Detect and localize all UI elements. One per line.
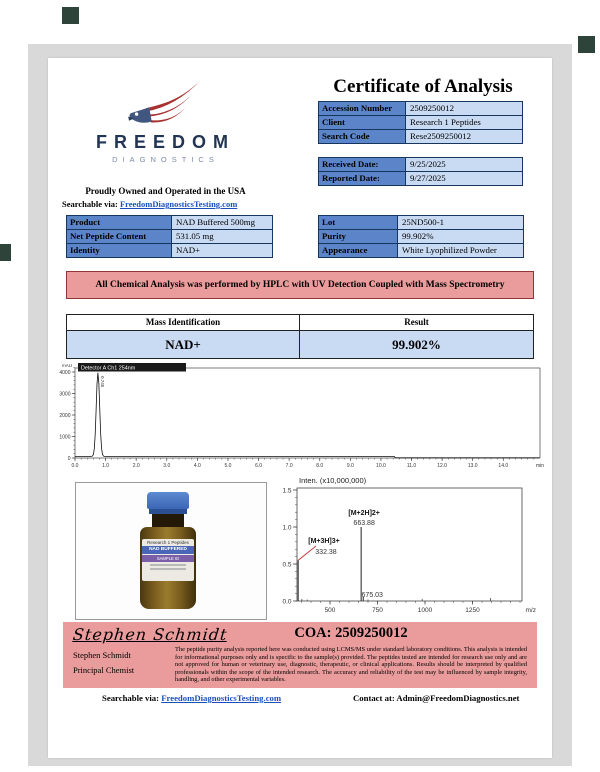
row-value: NAD Buffered 500mg <box>172 215 273 230</box>
mass-table-row <box>67 331 533 358</box>
row-label: Accession Number <box>318 101 406 116</box>
vial-cap <box>147 492 189 509</box>
row-label: Product <box>66 215 172 230</box>
mass-id-cell: NAD+ <box>67 331 300 358</box>
brand-tagline: Proudly Owned and Operated in the USA <box>85 186 246 196</box>
table-row <box>66 243 273 258</box>
footer-testing-link[interactable]: FreedomDiagnosticsTesting.com <box>161 693 282 703</box>
svg-text:1250: 1250 <box>465 607 480 614</box>
corner-mark <box>0 244 11 261</box>
svg-text:min: min <box>535 463 544 469</box>
table-row <box>318 115 523 130</box>
svg-text:7.0: 7.0 <box>285 463 293 469</box>
footer-search-prefix: Searchable via: <box>102 693 160 703</box>
svg-text:3000: 3000 <box>59 391 71 398</box>
column-header: Mass Identification <box>67 315 300 331</box>
table-row <box>66 229 273 244</box>
svg-text:1000: 1000 <box>417 607 433 614</box>
vial-label-brand: Research 1 Peptides <box>147 540 189 545</box>
dates-table <box>318 157 523 186</box>
svg-text:3.0: 3.0 <box>163 463 171 469</box>
table-row <box>318 229 524 244</box>
vial-neck <box>152 514 184 527</box>
product-table <box>66 215 273 258</box>
row-value: 531.05 mg <box>172 229 273 244</box>
svg-text:332.38: 332.38 <box>315 549 337 556</box>
svg-text:Inten. (x10,000,000): Inten. (x10,000,000) <box>299 476 367 485</box>
vial-label-product: NAD BUFFERED <box>142 546 194 554</box>
svg-text:1.5: 1.5 <box>282 487 292 495</box>
row-label: Reported Date: <box>318 171 406 186</box>
row-value: White Lyophilized Powder <box>398 243 524 258</box>
svg-text:675.03: 675.03 <box>361 592 383 599</box>
row-label: Received Date: <box>318 157 406 172</box>
table-row <box>318 171 523 186</box>
row-value: 2509250012 <box>406 101 523 116</box>
svg-text:9.0: 9.0 <box>346 463 354 469</box>
mass-identification-table <box>66 314 534 359</box>
result-cell: 99.902% <box>300 331 533 358</box>
mass-table-header <box>67 315 533 331</box>
svg-text:8.0: 8.0 <box>316 463 324 469</box>
brand-name: FREEDOM <box>96 132 235 152</box>
brand-subtitle: DIAGNOSTICS <box>112 155 219 164</box>
table-row <box>318 101 523 116</box>
svg-text:14.0: 14.0 <box>498 463 509 469</box>
row-label: Appearance <box>318 243 398 258</box>
chemist-name: Stephen Schmidt <box>73 650 131 660</box>
accession-table <box>318 101 523 144</box>
table-row <box>318 215 524 230</box>
svg-text:6.0: 6.0 <box>255 463 263 469</box>
vial-label <box>142 539 194 581</box>
brand-block <box>68 76 263 164</box>
svg-text:0.5: 0.5 <box>282 561 292 569</box>
svg-text:10.0: 10.0 <box>376 463 386 469</box>
svg-text:m/z: m/z <box>525 607 536 614</box>
svg-text:mAU: mAU <box>62 363 72 368</box>
signature-script: Stephen Schmidt <box>72 625 229 644</box>
svg-text:5.0: 5.0 <box>224 463 232 469</box>
svg-text:2000: 2000 <box>59 412 71 419</box>
column-header: Result <box>300 315 533 331</box>
svg-text:4000: 4000 <box>59 369 71 376</box>
hplc-chromatogram <box>58 362 545 470</box>
svg-text:Detector A Ch1 254nm: Detector A Ch1 254nm <box>81 365 136 372</box>
svg-text:12.0: 12.0 <box>437 463 447 469</box>
row-value: 25ND500-1 <box>398 215 524 230</box>
table-row <box>318 157 523 172</box>
svg-text:0.745: 0.745 <box>99 376 105 388</box>
footer-searchable <box>102 693 281 703</box>
svg-text:0.0: 0.0 <box>71 463 79 469</box>
svg-text:0.0: 0.0 <box>282 598 292 606</box>
vial-label-line <box>150 564 186 566</box>
freedom-eagle-logo-icon <box>124 76 208 132</box>
row-value: 9/25/2025 <box>406 157 523 172</box>
footer-contact: Contact at: Admin@FreedomDiagnostics.net <box>353 693 520 703</box>
row-value: 9/27/2025 <box>406 171 523 186</box>
searchable-prefix: Searchable via: <box>62 199 118 209</box>
row-label: Client <box>318 115 406 130</box>
page-title: Certificate of Analysis <box>333 76 513 97</box>
certificate-page <box>48 58 552 758</box>
corner-mark <box>62 7 79 24</box>
svg-text:500: 500 <box>324 607 336 614</box>
svg-text:[M+3H]3+: [M+3H]3+ <box>308 538 340 545</box>
diagnostics-testing-link[interactable]: FreedomDiagnosticsTesting.com <box>119 199 238 209</box>
mass-spectrum-chart <box>278 473 548 618</box>
table-row <box>66 215 273 230</box>
svg-text:2.0: 2.0 <box>132 463 140 469</box>
lot-table <box>318 215 524 258</box>
svg-text:1.0: 1.0 <box>102 463 110 469</box>
svg-text:13.0: 13.0 <box>467 463 478 469</box>
row-label: Identity <box>66 243 172 258</box>
row-value: NAD+ <box>172 243 273 258</box>
svg-text:0: 0 <box>67 455 71 462</box>
svg-text:[M+2H]2+: [M+2H]2+ <box>348 510 380 517</box>
method-banner: All Chemical Analysis was performed by HPLC with UV Detection Coupled with Mass Spectrometry <box>66 271 534 299</box>
corner-mark <box>578 36 595 53</box>
row-label: Purity <box>318 229 398 244</box>
chemist-role: Principal Chemist <box>73 665 135 675</box>
row-label: Net Peptide Content <box>66 229 172 244</box>
coa-number: COA: 2509250012 <box>294 625 408 641</box>
svg-text:750: 750 <box>372 607 383 614</box>
vial-label-sample: SAMPLE ID <box>142 555 194 562</box>
row-label: Lot <box>318 215 398 230</box>
row-label: Search Code <box>318 129 406 144</box>
vial-label-line <box>150 568 186 570</box>
table-row <box>318 129 523 144</box>
row-value: 99.902% <box>398 229 524 244</box>
svg-text:663.88: 663.88 <box>353 520 375 527</box>
row-value: Research 1 Peptides <box>406 115 523 130</box>
table-row <box>318 243 524 258</box>
row-value: Rese2509250012 <box>406 129 523 144</box>
svg-text:1000: 1000 <box>59 434 71 441</box>
svg-text:1.0: 1.0 <box>282 524 292 532</box>
disclaimer-text: The peptide purity analysis reported here was conducted using LCMS/MS under standard laboratory conditions. This analysis is intended for informational purposes only and is specific to the sample(s) provided. The peptides tested are intended for research use only and are not approved for human or veterinary use, diagnostic, therapeutic, or clinical applications. Results should be interpreted by qualified professionals within the scope of the intended research. The accuracy and reliability of the test may be influenced by sample integrity, handling, and other experimental variables. <box>175 646 527 684</box>
vial-photo <box>75 482 267 620</box>
svg-text:11.0: 11.0 <box>406 463 417 469</box>
signature-block <box>63 622 537 688</box>
searchable-line-top <box>62 199 237 209</box>
svg-text:4.0: 4.0 <box>193 463 201 469</box>
